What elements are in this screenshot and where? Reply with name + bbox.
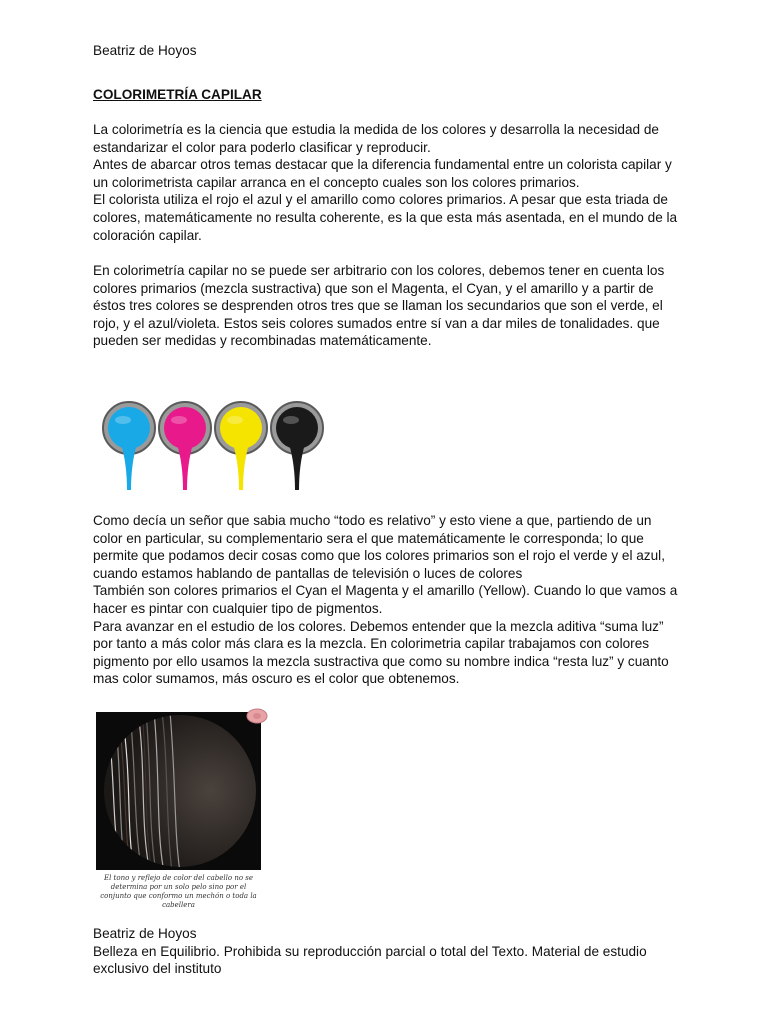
hair-closeup-image: [96, 712, 261, 870]
footer-notice: Belleza en Equilibrio. Prohibida su reproducción parcial o total del Texto. Material de estudio exclusivo del instituto: [93, 943, 647, 977]
relativity-paragraph: [93, 512, 683, 688]
yellow-paint-can: [215, 402, 267, 490]
hair-caption: El tono y reflejo de color del cabello no se determina por un solo pelo sino por el conjunto que conformo un mechón o toda la cabellera: [100, 874, 257, 909]
intro-paragraph: [93, 121, 683, 244]
black-paint-can: [271, 402, 323, 490]
intro-line-3: El colorista utiliza el rojo el azul y el amarillo como colores primarios. A pesar que esta triada de colores, matemáticamente no resulta coherente, es la que esta más asentada, en el mundo de la coloración capilar.: [93, 192, 678, 243]
badge-icon: [246, 708, 268, 724]
relativity-line-2: También son colores primarios el Cyan el Magenta y el amarillo (Yellow). Cuando lo que vamos a hacer es pintar con cualquier tipo de pigmentos.: [93, 583, 678, 616]
author-header: Beatriz de Hoyos: [93, 43, 197, 58]
hair-figure: [96, 708, 270, 908]
primary-colors-text: En colorimetría capilar no se puede ser arbitrario con los colores, debemos tener en cuenta los colores primarios (mezcla sustractiva) que son el Magenta, el Cyan, y el amarillo y a partir de éstos tres colores se desprenden otros tres que se llaman los secundarios que son el verde, el rojo, y el azul/violeta. Estos seis colores sumados entre sí van a dar miles de tonalidades. que pueden ser medidas y recombinadas matemáticamente.: [93, 263, 665, 349]
relativity-line-3: Para avanzar en el estudio de los colores. Debemos entender que la mezcla aditiva “suma luz” por tanto a más color más clara es la mezcla. En colorimetria capilar trabajamos con colores pigmento por ello usamos la mezcla sustractiva que como su nombre indica “resta luz” y cuanto mas color sumamos, más oscuro es el color que obtenemos.: [93, 618, 669, 687]
magenta-paint-can: [159, 402, 211, 490]
cyan-paint-can: [103, 402, 155, 490]
intro-line-2: Antes de abarcar otros temas destacar que la diferencia fundamental entre un colorista capilar y un colorimetrista capilar arranca en el concepto cuales son los colores primarios.: [93, 157, 672, 190]
document-title: COLORIMETRÍA CAPILAR: [93, 87, 262, 102]
intro-line-1: La colorimetría es la ciencia que estudia la medida de los colores y desarrolla la necesidad de estandarizar el color para poderlo clasificar y reproducir.: [93, 122, 659, 155]
footer: [93, 925, 683, 978]
footer-author: Beatriz de Hoyos: [93, 926, 197, 941]
paint-cans-image: [95, 390, 327, 502]
primary-colors-paragraph: [93, 262, 683, 350]
relativity-line-1: Como decía un señor que sabia mucho “todo es relativo” y esto viene a que, partiendo de un color en particular, su complementario sera el que matemáticamente le corresponda; lo que permite que podamos decir cosas como que los colores primarios son el rojo el verde y el azul, cuando estamos hablando de pantallas de televisión o luces de colores: [93, 513, 665, 581]
